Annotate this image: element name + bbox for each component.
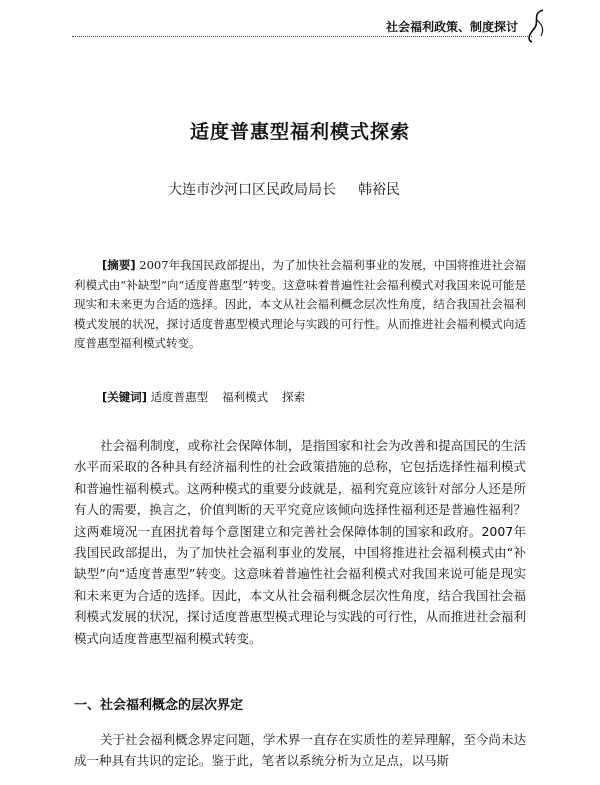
- author-name: 韩裕民: [358, 182, 400, 198]
- section-paragraph: 关于社会福利概念界定问题，学术界一直存在实质性的差异理解，至今尚未达成一种具有共识的定论。鉴于此，笔者以系统分析为立足点，以马斯: [74, 732, 526, 769]
- article-title: 适度普惠型福利模式探索: [189, 121, 410, 143]
- keywords: [74, 388, 526, 407]
- running-title: 社会福利政策、制度探讨: [386, 20, 519, 34]
- keywords-tag: [关键词]: [102, 390, 148, 404]
- author-affiliation: 大连市沙河口区民政局局长: [168, 182, 336, 198]
- keyword-item: 适度普惠型: [150, 390, 209, 404]
- keyword-item: 探索: [282, 390, 306, 404]
- swirl-ornament-icon: [523, 8, 549, 44]
- abstract-text: 2007年我国民政部提出，为了加快社会福利事业的发展，中国将推进社会福利模式由“补缺型”向“适度普惠型”转变。这意味着普遍性社会福利模式对我国来说可能是现实和未来更为合适的选择。因此，本文从社会福利概念层次性角度，结合我国社会福利模式发展的状况，探讨适度普惠型模式理论与实践的可行性。从而推进社会福利模式向适度普惠型福利模式转变。: [74, 258, 527, 351]
- author-line: [168, 179, 400, 199]
- abstract: [74, 256, 526, 354]
- header-divider: [72, 36, 532, 37]
- abstract-tag: [摘要]: [102, 258, 136, 272]
- keyword-item: 福利模式: [222, 390, 269, 404]
- intro-paragraph: 社会福利制度，或称社会保障体制，是指国家和社会为改善和提高国民的生活水平而采取的各种具有经济福利性的社会政策措施的总称，它包括选择性福利模式和普遍性福利模式。这两种模式的重要分歧就是，福利究竟应该针对部分人还是所有人的需要，换言之，价值判断的天平究竟应该倾向选择性福利还是普遍性福利？这两难境况一直困扰着每个意图建立和完善社会保障体制的国家和政府。2007年我国民政部提出，为了加快社会福利事业的发展，中国将推进社会福利模式由“补缺型”向“适度普惠型”转变。这意味着普遍性社会福利模式对我国来说可能是现实和未来更为合适的选择。因此，本文从社会福利概念层次性角度，结合我国社会福利模式发展的状况，探讨适度普惠型模式理论与实践的可行性，从而推进社会福利模式向适度普惠型福利模式转变。: [74, 438, 526, 646]
- section-heading: 一、社会福利概念的层次界定: [74, 698, 244, 713]
